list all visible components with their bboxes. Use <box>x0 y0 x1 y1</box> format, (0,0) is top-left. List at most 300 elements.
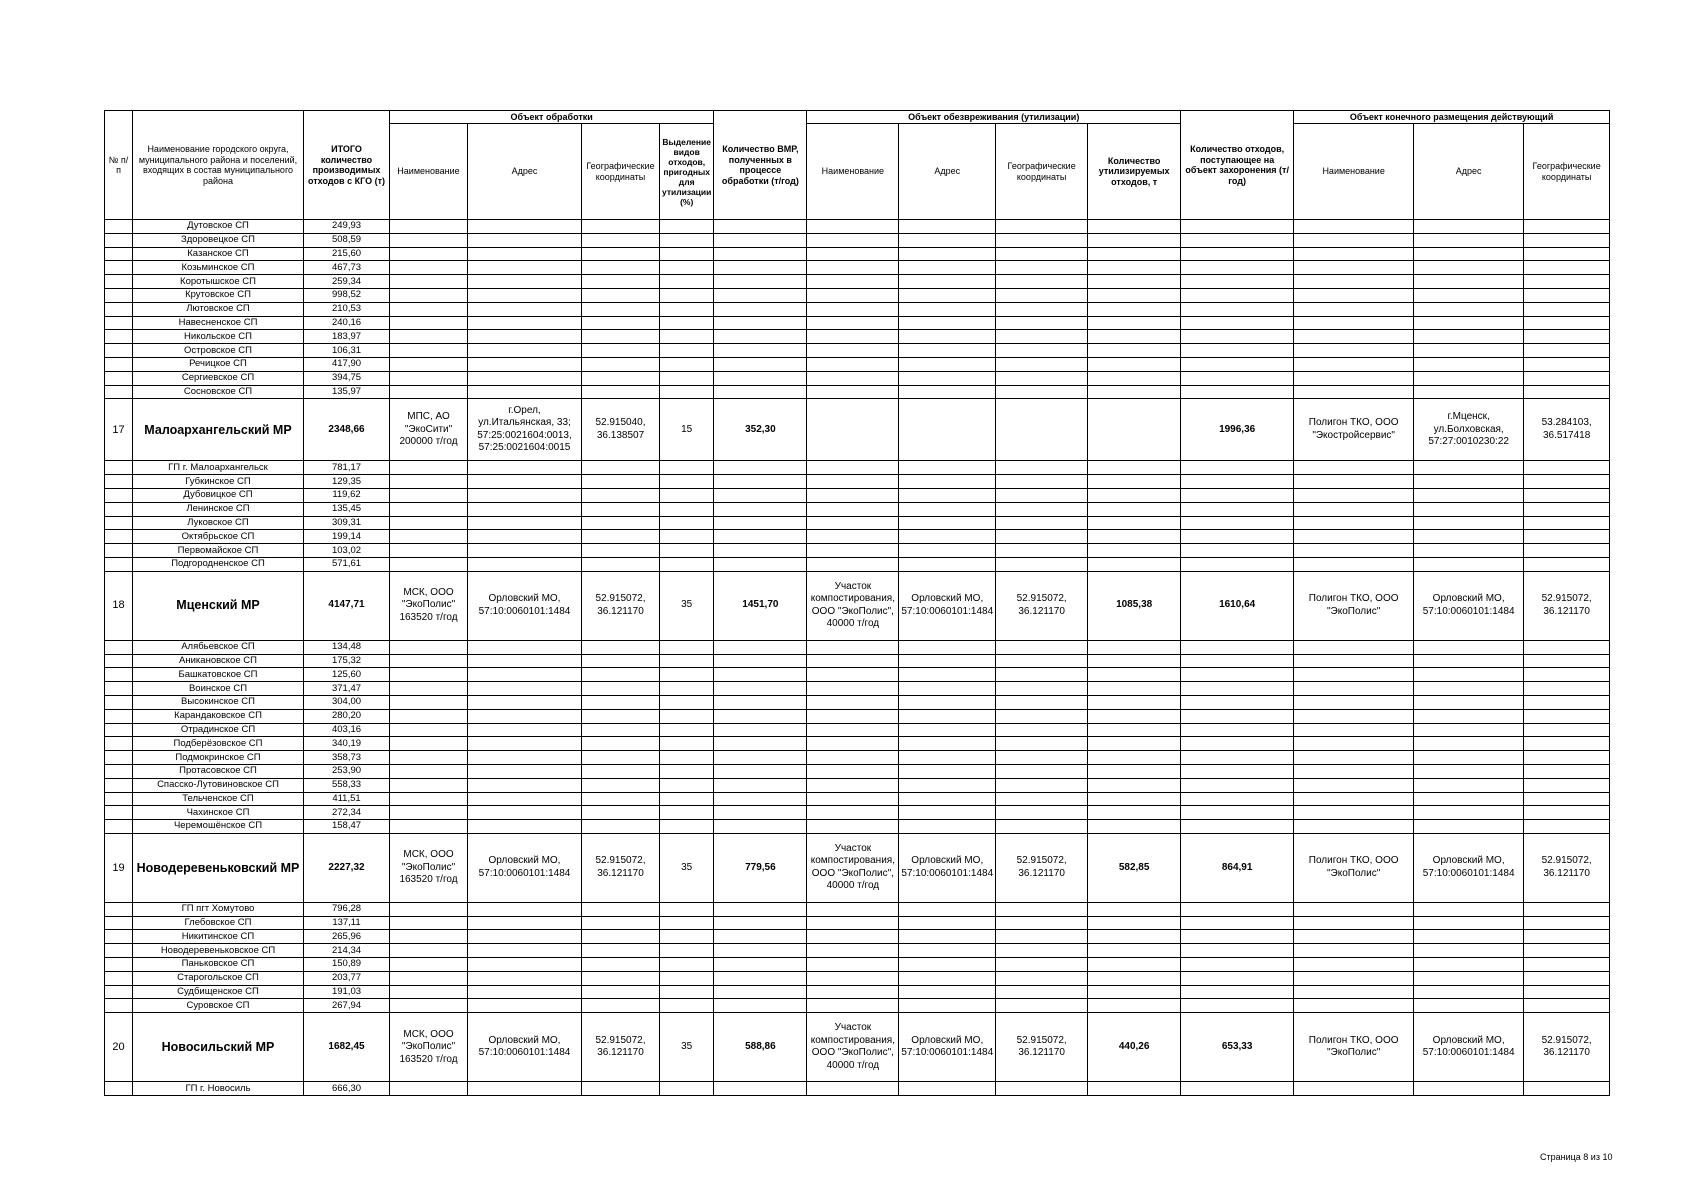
cell-number <box>105 261 133 275</box>
settlement-row <box>105 344 1610 358</box>
cell-empty <box>660 682 714 696</box>
settlement-total: 411,51 <box>304 792 390 806</box>
processing-address: г.Орел, ул.Итальянская, 33; 57:25:0021604:0013, 57:25:0021604:0015 <box>468 399 582 461</box>
cell-empty <box>996 958 1088 972</box>
settlement-name: ГП пгт Хомутово <box>133 902 304 916</box>
cell-empty <box>468 357 582 371</box>
district-name: Новосильский МР <box>133 1013 304 1082</box>
cell-empty <box>1524 233 1610 247</box>
cell-empty <box>660 806 714 820</box>
cell-number <box>105 233 133 247</box>
cell-empty <box>807 502 899 516</box>
cell-empty <box>1294 654 1414 668</box>
cell-empty <box>1181 999 1294 1013</box>
col-header-processing-name: Наименование <box>390 124 468 220</box>
settlement-name: Спасско-Лутовиновское СП <box>133 778 304 792</box>
cell-empty <box>582 502 660 516</box>
cell-empty <box>1181 944 1294 958</box>
cell-empty <box>660 723 714 737</box>
cell-empty <box>1088 723 1181 737</box>
settlement-row <box>105 944 1610 958</box>
cell-empty <box>714 806 807 820</box>
cell-empty <box>390 516 468 530</box>
settlement-row <box>105 737 1610 751</box>
processing-coords: 52.915072, 36.121170 <box>582 571 660 640</box>
cell-empty <box>1181 275 1294 289</box>
settlement-name: Коротышское СП <box>133 275 304 289</box>
cell-empty <box>582 640 660 654</box>
cell-empty <box>1414 820 1524 834</box>
cell-empty <box>1524 944 1610 958</box>
cell-empty <box>899 806 996 820</box>
cell-empty <box>390 288 468 302</box>
cell-empty <box>1294 488 1414 502</box>
cell-empty <box>899 302 996 316</box>
cell-number <box>105 654 133 668</box>
settlement-total: 119,62 <box>304 488 390 502</box>
cell-empty <box>1524 654 1610 668</box>
cell-empty <box>807 261 899 275</box>
cell-empty <box>390 916 468 930</box>
cell-empty <box>390 985 468 999</box>
cell-empty <box>582 275 660 289</box>
col-header-disposal-address: Адрес <box>1414 124 1524 220</box>
cell-empty <box>390 792 468 806</box>
cell-empty <box>1088 344 1181 358</box>
cell-empty <box>660 475 714 489</box>
cell-empty <box>714 344 807 358</box>
cell-empty <box>1088 247 1181 261</box>
disposal-coords: 52.915072, 36.121170 <box>1524 571 1610 640</box>
cell-empty <box>390 999 468 1013</box>
cell-empty <box>660 902 714 916</box>
cell-empty <box>996 985 1088 999</box>
cell-empty <box>390 1082 468 1096</box>
cell-empty <box>390 723 468 737</box>
settlement-total: 371,47 <box>304 682 390 696</box>
cell-number <box>105 516 133 530</box>
cell-empty <box>1294 820 1414 834</box>
cell-empty <box>1181 516 1294 530</box>
cell-empty <box>660 530 714 544</box>
cell-empty <box>660 288 714 302</box>
cell-empty <box>899 764 996 778</box>
cell-empty <box>1294 640 1414 654</box>
cell-empty <box>714 682 807 696</box>
cell-empty <box>714 737 807 751</box>
settlement-row <box>105 461 1610 475</box>
settlement-row <box>105 302 1610 316</box>
cell-empty <box>807 985 899 999</box>
processing-coords: 52.915072, 36.121170 <box>582 833 660 902</box>
cell-empty <box>1524 737 1610 751</box>
cell-empty <box>996 247 1088 261</box>
settlement-name: Воинское СП <box>133 682 304 696</box>
settlement-row <box>105 778 1610 792</box>
settlement-row <box>105 668 1610 682</box>
cell-empty <box>660 695 714 709</box>
cell-empty <box>1414 302 1524 316</box>
cell-empty <box>714 792 807 806</box>
cell-empty <box>899 1082 996 1096</box>
cell-empty <box>1294 344 1414 358</box>
cell-empty <box>660 640 714 654</box>
cell-number <box>105 1082 133 1096</box>
settlement-name: Навесненское СП <box>133 316 304 330</box>
cell-number <box>105 751 133 765</box>
cell-empty <box>1181 930 1294 944</box>
cell-empty <box>996 544 1088 558</box>
cell-empty <box>1294 930 1414 944</box>
processing-name: МСК, ООО "ЭкоПолис" 163520 т/год <box>390 833 468 902</box>
cell-empty <box>807 999 899 1013</box>
cell-empty <box>996 751 1088 765</box>
settlement-name: Здоровецкое СП <box>133 233 304 247</box>
cell-empty <box>1414 502 1524 516</box>
settlement-row <box>105 682 1610 696</box>
cell-empty <box>807 792 899 806</box>
cell-number <box>105 488 133 502</box>
cell-empty <box>899 916 996 930</box>
district-number: 18 <box>105 571 133 640</box>
cell-empty <box>996 820 1088 834</box>
cell-empty <box>1524 530 1610 544</box>
cell-empty <box>1524 751 1610 765</box>
col-header-burial-amount: Количество отходов, поступающее на объект захоронения (т/год) <box>1181 111 1294 220</box>
settlement-total: 571,61 <box>304 557 390 571</box>
cell-empty <box>1181 958 1294 972</box>
cell-empty <box>996 330 1088 344</box>
settlement-row <box>105 516 1610 530</box>
district-name: Новодеревеньковский МР <box>133 833 304 902</box>
cell-empty <box>390 682 468 696</box>
settlement-row <box>105 971 1610 985</box>
cell-empty <box>582 999 660 1013</box>
cell-empty <box>899 792 996 806</box>
cell-empty <box>660 371 714 385</box>
settlement-name: Никольское СП <box>133 330 304 344</box>
cell-empty <box>714 557 807 571</box>
cell-empty <box>1414 640 1524 654</box>
burial-amount: 1610,64 <box>1181 571 1294 640</box>
cell-empty <box>1524 302 1610 316</box>
cell-empty <box>390 385 468 399</box>
cell-empty <box>1181 288 1294 302</box>
cell-empty <box>1088 654 1181 668</box>
cell-empty <box>390 930 468 944</box>
processing-vmr: 352,30 <box>714 399 807 461</box>
settlement-row <box>105 930 1610 944</box>
cell-empty <box>1414 958 1524 972</box>
cell-empty <box>660 302 714 316</box>
settlement-total: 125,60 <box>304 668 390 682</box>
settlement-row <box>105 371 1610 385</box>
disposal-address: г.Мценск, ул.Болховская, 57:27:0010230:22 <box>1414 399 1524 461</box>
cell-empty <box>390 261 468 275</box>
cell-number <box>105 737 133 751</box>
cell-empty <box>582 958 660 972</box>
cell-empty <box>807 357 899 371</box>
cell-number <box>105 385 133 399</box>
cell-empty <box>1414 385 1524 399</box>
neutralization-name: Участок компостирования, ООО "ЭкоПолис", 40000 т/год <box>807 833 899 902</box>
cell-empty <box>714 371 807 385</box>
cell-empty <box>996 275 1088 289</box>
cell-empty <box>1414 985 1524 999</box>
cell-empty <box>1181 475 1294 489</box>
cell-empty <box>899 902 996 916</box>
cell-empty <box>582 930 660 944</box>
settlement-row <box>105 330 1610 344</box>
group-header-neutralization: Объект обезвреживания (утилизации) <box>807 111 1181 124</box>
district-row <box>105 399 1610 461</box>
col-header-total: ИТОГО количество производимых отходов с КГО (т) <box>304 111 390 220</box>
cell-empty <box>468 985 582 999</box>
cell-empty <box>390 654 468 668</box>
cell-empty <box>899 930 996 944</box>
cell-empty <box>1414 557 1524 571</box>
cell-empty <box>390 544 468 558</box>
settlement-row <box>105 654 1610 668</box>
settlement-total: 558,33 <box>304 778 390 792</box>
cell-empty <box>1294 220 1414 234</box>
cell-empty <box>1524 682 1610 696</box>
cell-empty <box>899 475 996 489</box>
cell-empty <box>660 488 714 502</box>
settlement-total: 103,02 <box>304 544 390 558</box>
cell-empty <box>390 971 468 985</box>
cell-empty <box>899 233 996 247</box>
cell-empty <box>1524 461 1610 475</box>
cell-empty <box>714 902 807 916</box>
cell-number <box>105 288 133 302</box>
cell-empty <box>660 971 714 985</box>
cell-empty <box>1088 288 1181 302</box>
cell-empty <box>1414 357 1524 371</box>
cell-empty <box>582 544 660 558</box>
cell-empty <box>807 820 899 834</box>
cell-empty <box>468 488 582 502</box>
cell-empty <box>1181 654 1294 668</box>
cell-empty <box>1181 461 1294 475</box>
cell-empty <box>1088 261 1181 275</box>
cell-empty <box>582 557 660 571</box>
cell-number <box>105 316 133 330</box>
cell-empty <box>468 999 582 1013</box>
cell-empty <box>1294 971 1414 985</box>
settlement-name: Чахинское СП <box>133 806 304 820</box>
cell-empty <box>899 502 996 516</box>
cell-empty <box>390 488 468 502</box>
settlement-row <box>105 806 1610 820</box>
cell-empty <box>899 944 996 958</box>
disposal-address: Орловский МО, 57:10:0060101:1484 <box>1414 1013 1524 1082</box>
cell-empty <box>468 233 582 247</box>
cell-empty <box>1414 778 1524 792</box>
district-number: 19 <box>105 833 133 902</box>
cell-empty <box>468 640 582 654</box>
settlement-total: 175,32 <box>304 654 390 668</box>
settlement-name: Тельченское СП <box>133 792 304 806</box>
neutralization-amount: 582,85 <box>1088 833 1181 902</box>
cell-empty <box>996 357 1088 371</box>
settlement-row <box>105 999 1610 1013</box>
table-body <box>105 220 1610 1096</box>
cell-empty <box>660 275 714 289</box>
cell-empty <box>1088 902 1181 916</box>
cell-empty <box>468 261 582 275</box>
cell-empty <box>1294 530 1414 544</box>
cell-empty <box>1181 247 1294 261</box>
cell-empty <box>714 944 807 958</box>
cell-empty <box>660 820 714 834</box>
cell-empty <box>714 709 807 723</box>
cell-empty <box>996 220 1088 234</box>
cell-empty <box>390 357 468 371</box>
settlement-row <box>105 792 1610 806</box>
cell-empty <box>390 944 468 958</box>
cell-empty <box>582 737 660 751</box>
col-header-neutralization-amount: Количество утилизируемых отходов, т <box>1088 124 1181 220</box>
cell-empty <box>582 709 660 723</box>
cell-empty <box>807 682 899 696</box>
district-total: 1682,45 <box>304 1013 390 1082</box>
cell-empty <box>1414 764 1524 778</box>
cell-empty <box>714 751 807 765</box>
cell-empty <box>582 971 660 985</box>
cell-empty <box>807 654 899 668</box>
cell-empty <box>468 820 582 834</box>
cell-empty <box>468 344 582 358</box>
cell-empty <box>390 820 468 834</box>
cell-empty <box>899 275 996 289</box>
settlement-row <box>105 220 1610 234</box>
cell-empty <box>714 985 807 999</box>
cell-empty <box>1088 999 1181 1013</box>
disposal-name: Полигон ТКО, ООО "ЭкоПолис" <box>1294 571 1414 640</box>
cell-empty <box>899 220 996 234</box>
cell-empty <box>468 247 582 261</box>
cell-empty <box>1181 668 1294 682</box>
col-header-neutralization-name: Наименование <box>807 124 899 220</box>
cell-empty <box>996 792 1088 806</box>
cell-empty <box>1294 944 1414 958</box>
cell-empty <box>660 247 714 261</box>
cell-empty <box>714 958 807 972</box>
cell-empty <box>582 261 660 275</box>
settlement-total: 214,34 <box>304 944 390 958</box>
cell-empty <box>807 723 899 737</box>
cell-empty <box>660 764 714 778</box>
processing-name: МСК, ООО "ЭкоПолис" 163520 т/год <box>390 1013 468 1082</box>
settlement-name: Дутовское СП <box>133 220 304 234</box>
settlement-row <box>105 709 1610 723</box>
cell-empty <box>899 330 996 344</box>
cell-number <box>105 344 133 358</box>
cell-empty <box>1414 737 1524 751</box>
cell-empty <box>996 371 1088 385</box>
disposal-name: Полигон ТКО, ООО "ЭкоПолис" <box>1294 833 1414 902</box>
cell-empty <box>996 668 1088 682</box>
cell-empty <box>468 654 582 668</box>
settlement-row <box>105 530 1610 544</box>
cell-empty <box>390 695 468 709</box>
cell-empty <box>660 461 714 475</box>
cell-empty <box>660 930 714 944</box>
cell-empty <box>1414 792 1524 806</box>
neutralization-name: Участок компостирования, ООО "ЭкоПолис", 40000 т/год <box>807 571 899 640</box>
neutralization-name: Участок компостирования, ООО "ЭкоПолис", 40000 т/год <box>807 1013 899 1082</box>
cell-empty <box>1181 806 1294 820</box>
cell-empty <box>714 288 807 302</box>
cell-empty <box>807 1082 899 1096</box>
settlement-row <box>105 916 1610 930</box>
settlement-total: 304,00 <box>304 695 390 709</box>
cell-empty <box>1294 682 1414 696</box>
cell-empty <box>1088 930 1181 944</box>
cell-empty <box>468 302 582 316</box>
cell-empty <box>1414 709 1524 723</box>
cell-number <box>105 764 133 778</box>
settlement-name: Башкатовское СП <box>133 668 304 682</box>
cell-empty <box>899 516 996 530</box>
neutralization-address: Орловский МО, 57:10:0060101:1484 <box>899 571 996 640</box>
cell-empty <box>1294 302 1414 316</box>
cell-empty <box>1088 544 1181 558</box>
cell-empty <box>1414 1082 1524 1096</box>
cell-number <box>105 371 133 385</box>
cell-empty <box>1524 778 1610 792</box>
cell-empty <box>1524 695 1610 709</box>
settlement-total: 998,52 <box>304 288 390 302</box>
cell-empty <box>996 288 1088 302</box>
cell-empty <box>660 668 714 682</box>
col-header-neutralization-address: Адрес <box>899 124 996 220</box>
cell-empty <box>714 385 807 399</box>
cell-empty <box>1181 557 1294 571</box>
cell-empty <box>1088 357 1181 371</box>
cell-empty <box>807 302 899 316</box>
cell-empty <box>582 247 660 261</box>
cell-empty <box>1181 723 1294 737</box>
cell-empty <box>390 640 468 654</box>
col-header-processing-share: Выделение видов отходов, пригодных для утилизации (%) <box>660 124 714 220</box>
cell-empty <box>996 930 1088 944</box>
cell-empty <box>714 302 807 316</box>
cell-empty <box>390 557 468 571</box>
cell-empty <box>1414 516 1524 530</box>
cell-empty <box>1524 930 1610 944</box>
cell-empty <box>1524 958 1610 972</box>
cell-empty <box>899 357 996 371</box>
cell-empty <box>714 357 807 371</box>
settlement-row <box>105 902 1610 916</box>
cell-empty <box>1414 288 1524 302</box>
cell-empty <box>582 820 660 834</box>
cell-empty <box>1181 344 1294 358</box>
processing-address: Орловский МО, 57:10:0060101:1484 <box>468 833 582 902</box>
cell-empty <box>1088 764 1181 778</box>
cell-empty <box>996 502 1088 516</box>
district-name: Малоархангельский МР <box>133 399 304 461</box>
cell-empty <box>996 516 1088 530</box>
cell-empty <box>1294 999 1414 1013</box>
waste-facilities-table <box>104 110 1610 1096</box>
settlement-total: 191,03 <box>304 985 390 999</box>
burial-amount: 864,91 <box>1181 833 1294 902</box>
cell-empty <box>390 778 468 792</box>
cell-empty <box>714 1082 807 1096</box>
